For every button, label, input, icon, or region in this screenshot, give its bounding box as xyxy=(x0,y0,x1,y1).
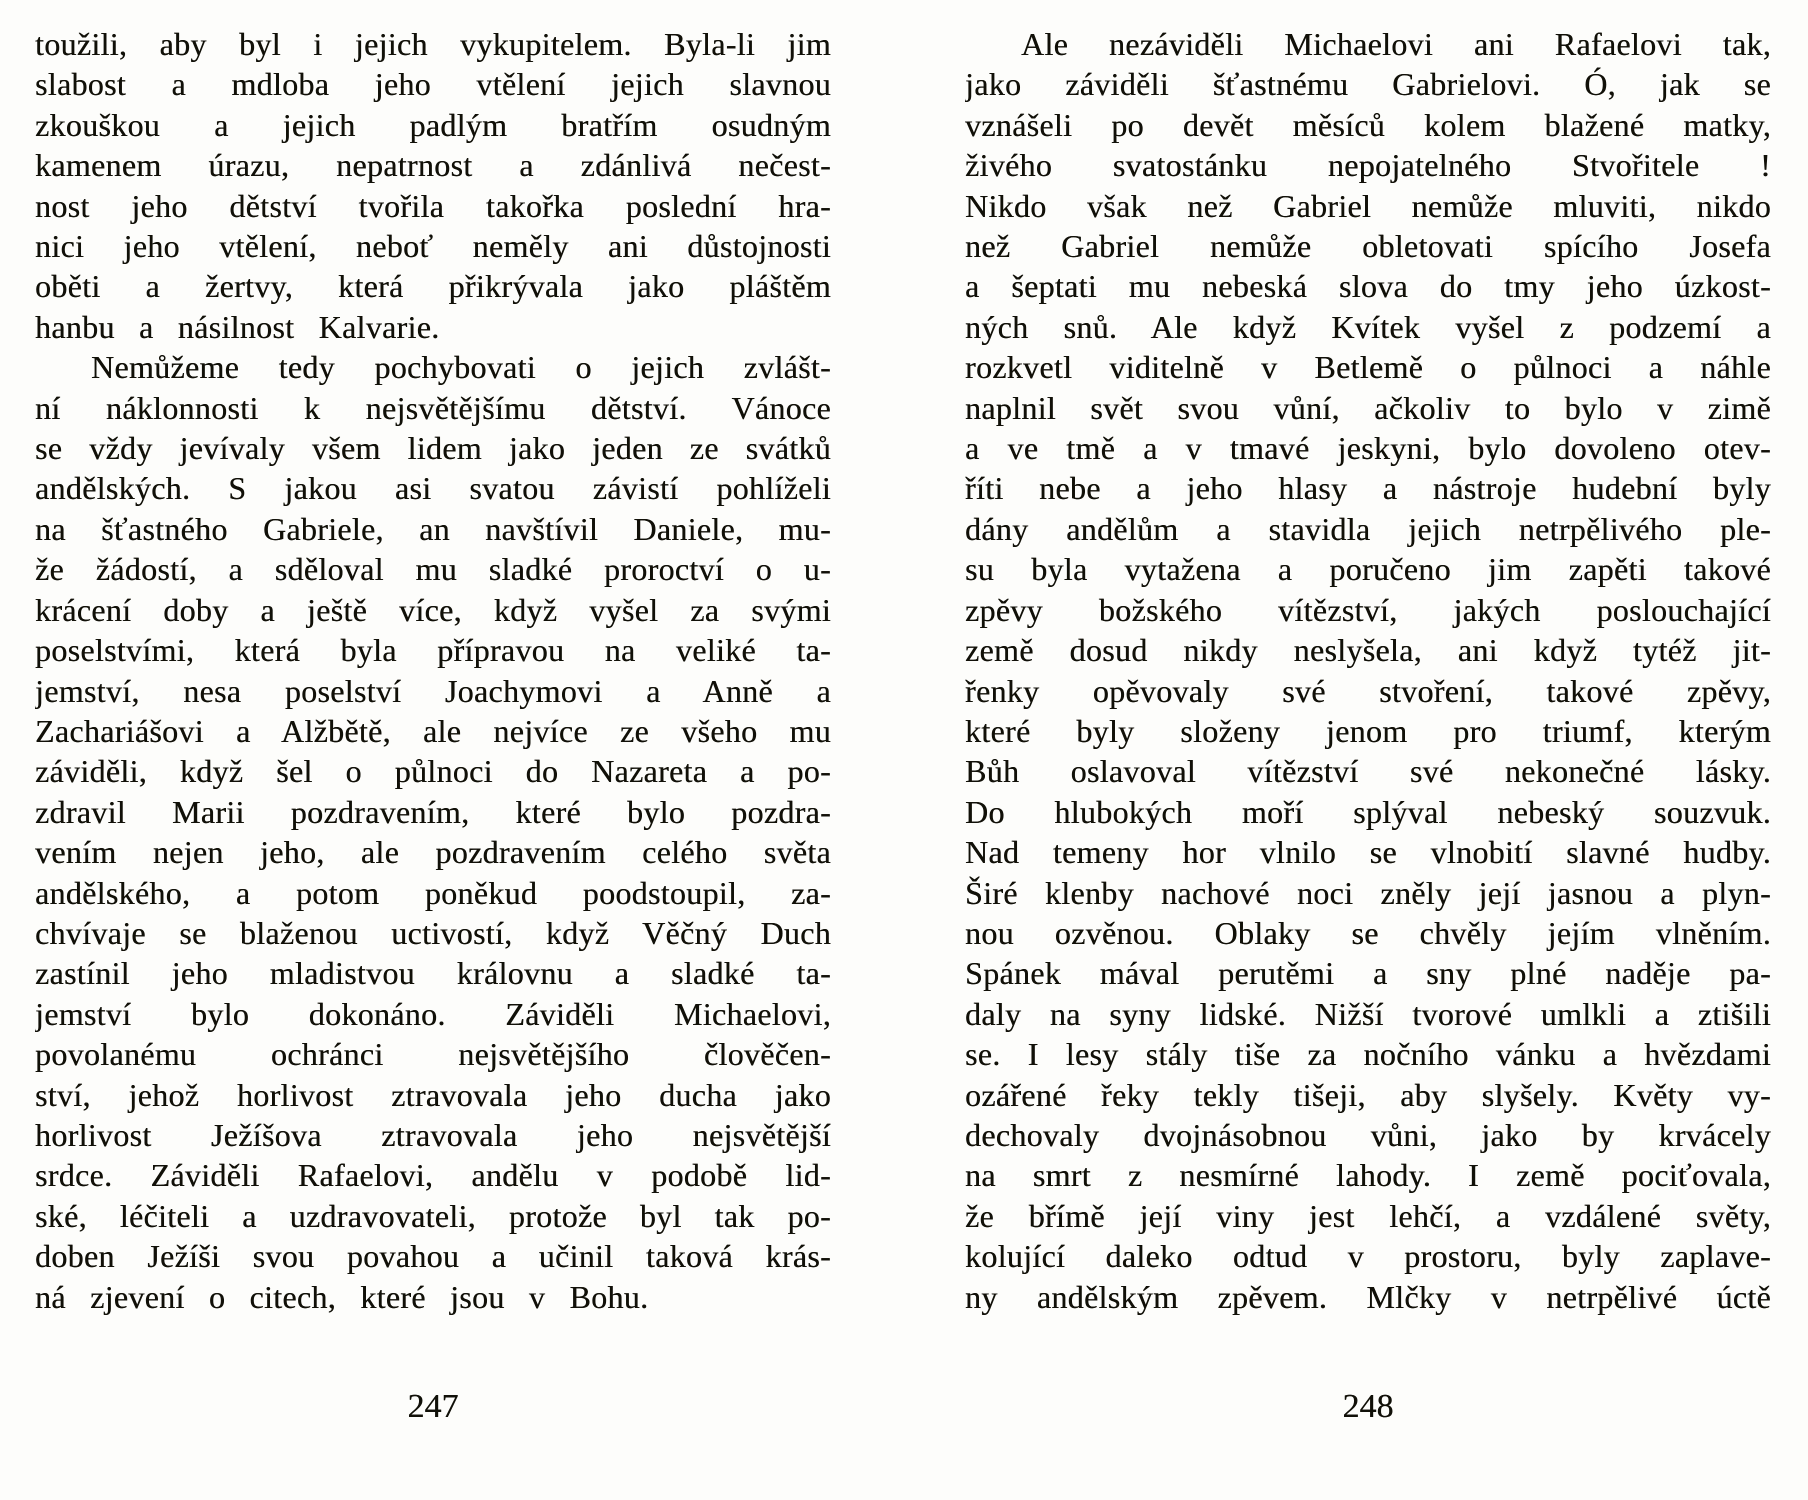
text-line: vením nejen jeho, ale pozdravením celého světa xyxy=(35,834,831,871)
text-line: nici jeho vtělení, neboť neměly ani důstojnosti xyxy=(35,228,831,265)
text-line: Nemůžeme tedy pochybovati o jejich zvlášt- xyxy=(91,349,831,386)
text-line: Ale nezáviděli Michaelovi ani Rafaelovi tak, xyxy=(1021,26,1771,62)
text-line: ství, jehož horlivost ztravovala jeho ducha jako xyxy=(35,1076,831,1113)
text-line: andělského, a potom poněkud poodstoupil, za- xyxy=(35,874,831,911)
text-line: zdravil Marii pozdravením, které bylo pozdra- xyxy=(35,793,831,830)
text-line: ny andělským zpěvem. Mlčky v netrpělivé úctě xyxy=(965,1278,1771,1315)
text-line: záviděli, když šel o půlnoci do Nazareta a po- xyxy=(35,753,831,790)
text-line: srdce. Záviděli Rafaelovi, andělu v podobě lid- xyxy=(35,1157,831,1194)
text-line: ozářené řeky tekly tišeji, aby slyšely. Květy vy- xyxy=(965,1076,1771,1113)
text-line: naplnil svět svou vůní, ačkoliv to bylo v zimě xyxy=(965,389,1771,426)
text-line: ní náklonnosti k nejsvětějšímu dětství. Vánoce xyxy=(35,389,831,426)
text-line: Nikdo však než Gabriel nemůže mluviti, nikdo xyxy=(965,187,1771,224)
text-line: kolující daleko odtud v prostoru, byly zaplave- xyxy=(965,1238,1771,1275)
text-line: ných snů. Ale když Kvítek vyšel z podzemí a xyxy=(965,308,1771,345)
text-line: ské, léčiteli a uzdravovateli, protože byl tak po- xyxy=(35,1197,831,1234)
book-page-left xyxy=(35,24,831,1317)
text-line: chvívaje se blaženou uctivostí, když Věčný Duch xyxy=(35,914,831,951)
text-line: toužili, aby byl i jejich vykupitelem. Byla-li jim xyxy=(35,26,831,62)
text-line: na šťastného Gabriele, an navštívil Daniele, mu- xyxy=(35,510,831,547)
text-line: oběti a žertvy, která přikrývala jako pláštěm xyxy=(35,268,831,305)
text-line: hanbu a násilnost Kalvarie. xyxy=(35,308,440,345)
page-number-right: 248 xyxy=(1342,1388,1394,1425)
text-line: které byly složeny jenom pro triumf, kterým xyxy=(965,712,1771,749)
text-line: povolanému ochránci nejsvětějšího člověčen- xyxy=(35,1036,831,1073)
text-line: Bůh oslavoval vítězství své nekonečné lásky. xyxy=(965,753,1771,790)
text-line: jemství bylo dokonáno. Záviděli Michaelovi, xyxy=(35,995,831,1032)
text-line: Do hlubokých moří splýval nebeský souzvuk. xyxy=(965,793,1771,830)
text-line: se vždy jevívaly všem lidem jako jeden ze svátků xyxy=(35,430,831,467)
text-line: zpěvy božského vítězství, jakých poslouchající xyxy=(965,591,1771,628)
text-line: Širé klenby nachové noci zněly její jasnou a plyn- xyxy=(965,874,1771,911)
text-line: jemství, nesa poselství Joachymovi a Anně a xyxy=(35,672,831,709)
text-line: se. I lesy stály tiše za nočního vánku a hvězdami xyxy=(965,1036,1771,1073)
text-line: dechovaly dvojnásobnou vůni, jako by krvácely xyxy=(965,1116,1771,1153)
book-page-right xyxy=(965,24,1771,1317)
text-line: horlivost Ježíšova ztravovala jeho nejsvětější xyxy=(35,1116,831,1153)
text-line: a ve tmě a v tmavé jeskyni, bylo dovoleno otev- xyxy=(965,430,1771,467)
text-line: ná zjevení o citech, které jsou v Bohu. xyxy=(35,1278,649,1315)
text-line: Spánek mával perutěmi a sny plné naděje pa- xyxy=(965,955,1771,992)
text-line: země dosud nikdy neslyšela, ani když tytéž jit- xyxy=(965,632,1771,669)
text-line: Zachariášovi a Alžbětě, ale nejvíce ze všeho mu xyxy=(35,712,831,749)
page-number-left: 247 xyxy=(407,1388,459,1425)
text-line: su byla vytažena a poručeno jim zapěti takové xyxy=(965,551,1771,588)
page-left-text-block xyxy=(35,24,831,1317)
text-line: krácení doby a ještě více, když vyšel za svými xyxy=(35,591,831,628)
text-line: rozkvetl viditelně v Betlemě o půlnoci a náhle xyxy=(965,349,1771,386)
text-line: říti nebe a jeho hlasy a nástroje hudební byly xyxy=(965,470,1771,507)
text-line: že žádostí, a sděloval mu sladké proroctví o u- xyxy=(35,551,831,588)
text-line: Nad temeny hor vlnilo se vlnobití slavné hudby. xyxy=(965,834,1771,871)
text-line: nou ozvěnou. Oblaky se chvěly jejím vlněním. xyxy=(965,914,1771,951)
text-line: daly na syny lidské. Nižší tvorové umlkli a ztišili xyxy=(965,995,1771,1032)
text-line: než Gabriel nemůže obletovati spícího Josefa xyxy=(965,228,1771,265)
text-line: nost jeho dětství tvořila takořka poslední hra- xyxy=(35,187,831,224)
text-line: jako záviděli šťastnému Gabrielovi. Ó, jak se xyxy=(965,66,1771,103)
text-line: a šeptati mu nebeská slova do tmy jeho úzkost- xyxy=(965,268,1771,305)
text-line: kamenem úrazu, nepatrnost a zdánlivá nečest- xyxy=(35,147,831,184)
text-line: poselstvími, která byla přípravou na veliké ta- xyxy=(35,632,831,669)
text-line: slabost a mdloba jeho vtělení jejich slavnou xyxy=(35,66,831,103)
page-right-text-block xyxy=(965,24,1771,1317)
text-line: řenky opěvovaly své stvoření, takové zpěvy, xyxy=(965,672,1771,709)
text-line: že břímě její viny jest lehčí, a vzdálené světy, xyxy=(965,1197,1771,1234)
text-line: na smrt z nesmírné lahody. I země pociťovala, xyxy=(965,1157,1771,1194)
text-line: živého svatostánku nepojatelného Stvořitele ! xyxy=(965,147,1771,184)
text-line: dány andělům a stavidla jejich netrpělivého ple- xyxy=(965,510,1771,547)
text-line: zkouškou a jejich padlým bratřím osudným xyxy=(35,106,831,143)
text-line: doben Ježíši svou povahou a učinil taková krás- xyxy=(35,1238,831,1275)
text-line: andělských. S jakou asi svatou závistí pohlíželi xyxy=(35,470,831,507)
text-line: zastínil jeho mladistvou královnu a sladké ta- xyxy=(35,955,831,992)
text-line: vznášeli po devět měsíců kolem blažené matky, xyxy=(965,106,1771,143)
